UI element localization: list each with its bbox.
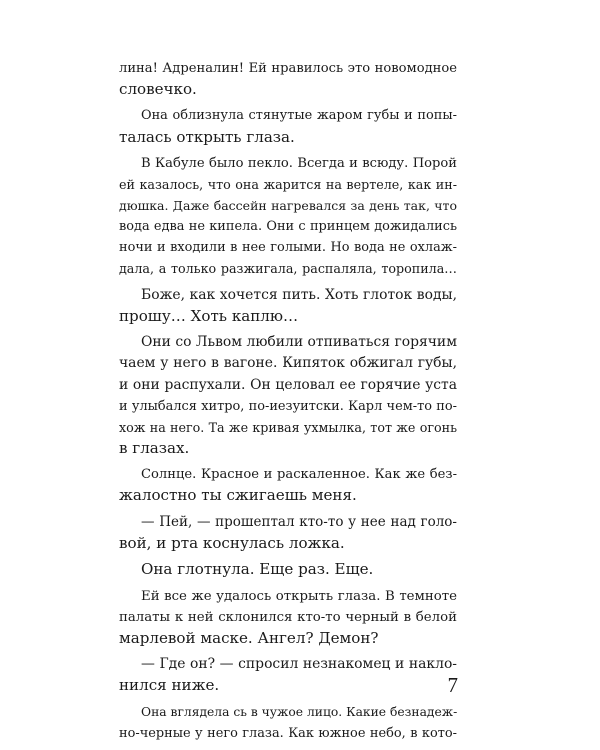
text-line: дюшка. Даже бассейн нагревался за день так, что	[119, 198, 457, 214]
text-line: дала, а только разжигала, распаляла, торопила…	[119, 261, 457, 277]
text-line: Они со Львом любили отпиваться горячим	[141, 334, 457, 351]
text-line: жалостно ты сжигаешь меня.	[119, 486, 357, 505]
text-line: Она облизнула стянутые жаром губы и попы-	[141, 108, 457, 124]
text-line: Солнце. Красное и раскаленное. Как же без-	[141, 467, 457, 483]
text-line: Она глотнула. Еще раз. Еще.	[141, 560, 374, 579]
text-line: Боже, как хочется пить. Хоть глоток воды,	[141, 286, 457, 303]
text-line: марлевой маске. Ангел? Демон?	[119, 628, 379, 647]
text-line: и они распухали. Он целовал ее горячие уста	[119, 376, 457, 393]
page-number: 7	[447, 673, 458, 697]
text-line: но-черные у него глаза. Как южное небо, в кото-	[119, 725, 457, 741]
text-line: В Кабуле было пекло. Всегда и всюду. Порой	[141, 155, 457, 171]
text-line: нился ниже.	[119, 676, 220, 695]
text-line: словечко.	[119, 80, 197, 99]
text-column	[119, 58, 457, 744]
text-line: Ей все же удалось открыть глаза. В темноте	[141, 588, 457, 604]
text-line: — Где он? — спросил незнакомец и накло-	[141, 656, 457, 673]
text-line: — Пей, — прошептал кто-то у нее над голо-	[141, 513, 457, 530]
text-line: ночи и входили в нее голыми. Но вода не охлаж-	[119, 240, 457, 256]
text-line: прошу… Хоть каплю…	[119, 306, 299, 325]
text-line: хож на него. Та же кривая ухмылка, тот же огонь	[119, 419, 457, 435]
text-line: Она вглядела сь в чужое лицо. Какие безнадеж-	[141, 704, 458, 719]
text-line: вой, и рта коснулась ложка.	[119, 533, 345, 552]
text-line: талась открыть глаза.	[119, 127, 295, 146]
text-line: в глазах.	[119, 438, 190, 457]
text-line: ей казалось, что она жарится на вертеле, как ин-	[119, 177, 457, 193]
text-line: и улыбался хитро, по-иезуитски. Карл чем-то по-	[119, 398, 457, 414]
text-line: палаты к ней склонился кто-то черный в белой	[119, 609, 457, 625]
text-line: вода едва не кипела. Они с принцем дожидались	[119, 219, 457, 235]
text-line: лина! Адреналин! Ей нравилось это новомодное	[119, 61, 457, 76]
text-line: чаем у него в вагоне. Кипяток обжигал губы,	[119, 355, 457, 372]
